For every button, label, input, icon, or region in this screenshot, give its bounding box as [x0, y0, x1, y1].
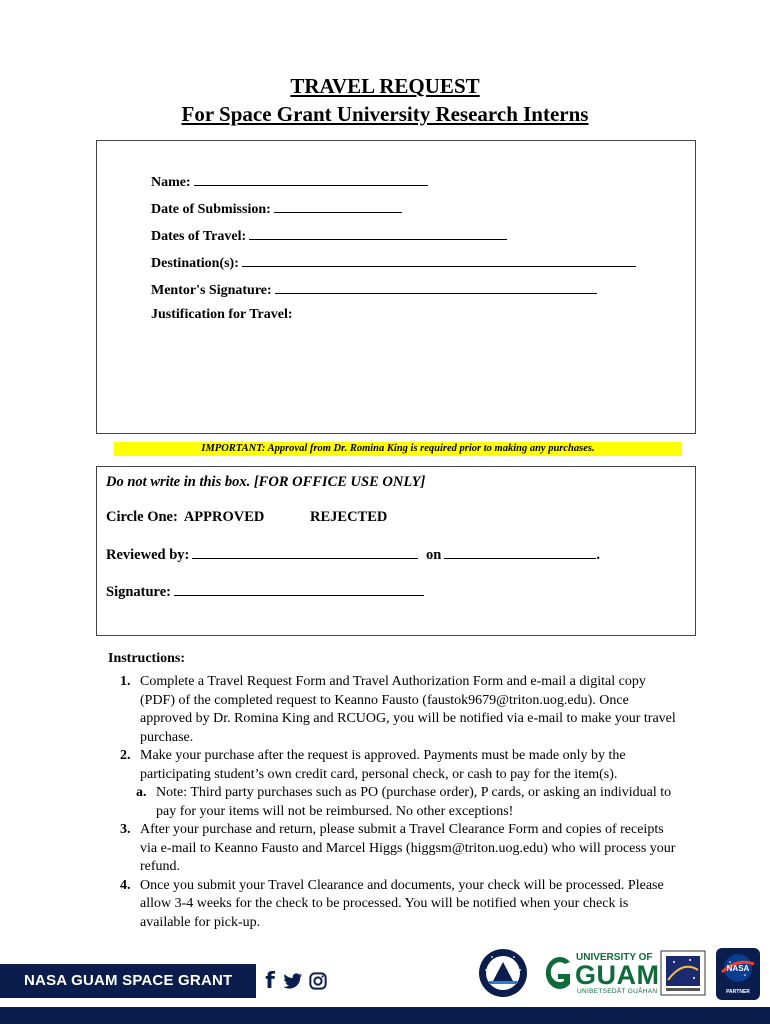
nasa-meatball-icon	[716, 948, 760, 1000]
date-submission-line[interactable]	[274, 200, 402, 213]
approved-option[interactable]: APPROVED	[183, 509, 265, 525]
reviewed-by-label: Reviewed by:	[106, 547, 190, 563]
date-submission-label: Date of Submission:	[151, 202, 271, 217]
item-number: 4.	[120, 877, 131, 893]
item-number: 1.	[120, 674, 131, 689]
name-field[interactable]	[151, 173, 428, 191]
name-label: Name:	[151, 175, 191, 190]
space-grant-seal-icon	[478, 948, 528, 998]
instruction-item	[108, 877, 678, 933]
uog-line1: UNIVERSITY OF	[576, 952, 653, 963]
justification-field[interactable]	[151, 307, 293, 323]
dates-travel-field[interactable]	[151, 227, 507, 245]
page-title: TRAVEL REQUEST	[290, 74, 480, 98]
item-text: After your purchase and return, please submit a Travel Clearance Form and copies of receipts via e-mail to Keanno Fausto and Marcel Higgs (higgsm@triton.uog.edu) who will process your refund.	[140, 822, 676, 874]
important-notice: IMPORTANT: Approval from Dr. Romina King is required prior to making any purchases.	[114, 442, 682, 456]
reviewed-by-row	[106, 545, 600, 564]
mentor-signature-field[interactable]	[151, 281, 597, 299]
bottom-bar	[0, 1007, 770, 1024]
office-signature-line[interactable]	[174, 582, 424, 596]
university-of-guam-logo	[540, 950, 660, 996]
instagram-icon[interactable]	[308, 968, 328, 994]
circle-one-label: Circle One:	[106, 509, 178, 525]
space-grant-badge-icon	[660, 950, 706, 996]
destination-field[interactable]	[151, 254, 636, 272]
instruction-item	[108, 673, 678, 747]
page-subtitle: For Space Grant University Research Interns	[181, 102, 589, 126]
destination-label: Destination(s):	[151, 256, 239, 271]
nasa-label: NASA	[726, 964, 750, 973]
instruction-item	[108, 747, 678, 784]
uog-line2: GUAM	[575, 960, 660, 990]
period-mark: .	[596, 547, 600, 563]
twitter-icon[interactable]	[283, 968, 303, 994]
nasa-partner-logo	[716, 948, 760, 1000]
review-date-line[interactable]	[444, 545, 596, 559]
mentor-signature-line[interactable]	[275, 281, 597, 294]
footer-brand: NASA GUAM SPACE GRANT	[0, 964, 256, 998]
office-signature-row	[106, 582, 424, 601]
mentor-signature-label: Mentor's Signature:	[151, 283, 272, 298]
on-label: on	[426, 547, 442, 563]
office-use-note: Do not write in this box. [FOR OFFICE USE ONLY]	[106, 474, 426, 490]
rejected-option[interactable]: REJECTED	[310, 509, 388, 525]
uog-g-icon	[540, 950, 574, 996]
reviewed-by-line[interactable]	[192, 545, 418, 559]
date-submission-field[interactable]	[151, 200, 402, 218]
instructions-heading: Instructions:	[108, 651, 186, 666]
office-signature-label: Signature:	[106, 584, 171, 600]
facebook-icon[interactable]: f	[265, 968, 275, 994]
instructions-list	[108, 673, 678, 932]
dates-travel-line[interactable]	[249, 227, 507, 240]
item-number: 2.	[120, 748, 131, 763]
item-text: Once you submit your Travel Clearance and documents, your check will be processed. Please allow 3-4 weeks for the check to be processed. You will be notified when your check is available for pick-up.	[140, 877, 664, 930]
item-text: Note: Third party purchases such as PO (purchase order), P cards, or asking an individual to pay for your items will not be reimbursed. No other exceptions!	[156, 785, 672, 819]
item-text: Make your purchase after the request is approved. Payments must be made only by the participating student’s own credit card, personal check, or cash to pay for the item(s).	[140, 748, 626, 782]
dates-travel-label: Dates of Travel:	[151, 229, 247, 244]
justification-label: Justification for Travel:	[151, 307, 293, 322]
item-number: 3.	[120, 822, 131, 837]
circle-one-row	[106, 509, 388, 526]
nasa-partner-text: PARTNER	[726, 989, 750, 995]
item-number: a.	[136, 785, 147, 800]
item-text: Complete a Travel Request Form and Travel Authorization Form and e-mail a digital copy (PDF) of the completed request to Keanno Fausto (faustok9679@triton.uog.edu). Once approved by Dr. Romina King and RCUOG, you will be notified via e-mail to make your travel purchase.	[140, 674, 676, 745]
instruction-item	[108, 821, 678, 877]
name-line[interactable]	[194, 173, 428, 186]
instruction-subitem	[108, 784, 678, 821]
uog-line3: UNIBETSEDÅT GUÅHAN	[577, 988, 658, 995]
destination-line[interactable]	[242, 254, 636, 267]
